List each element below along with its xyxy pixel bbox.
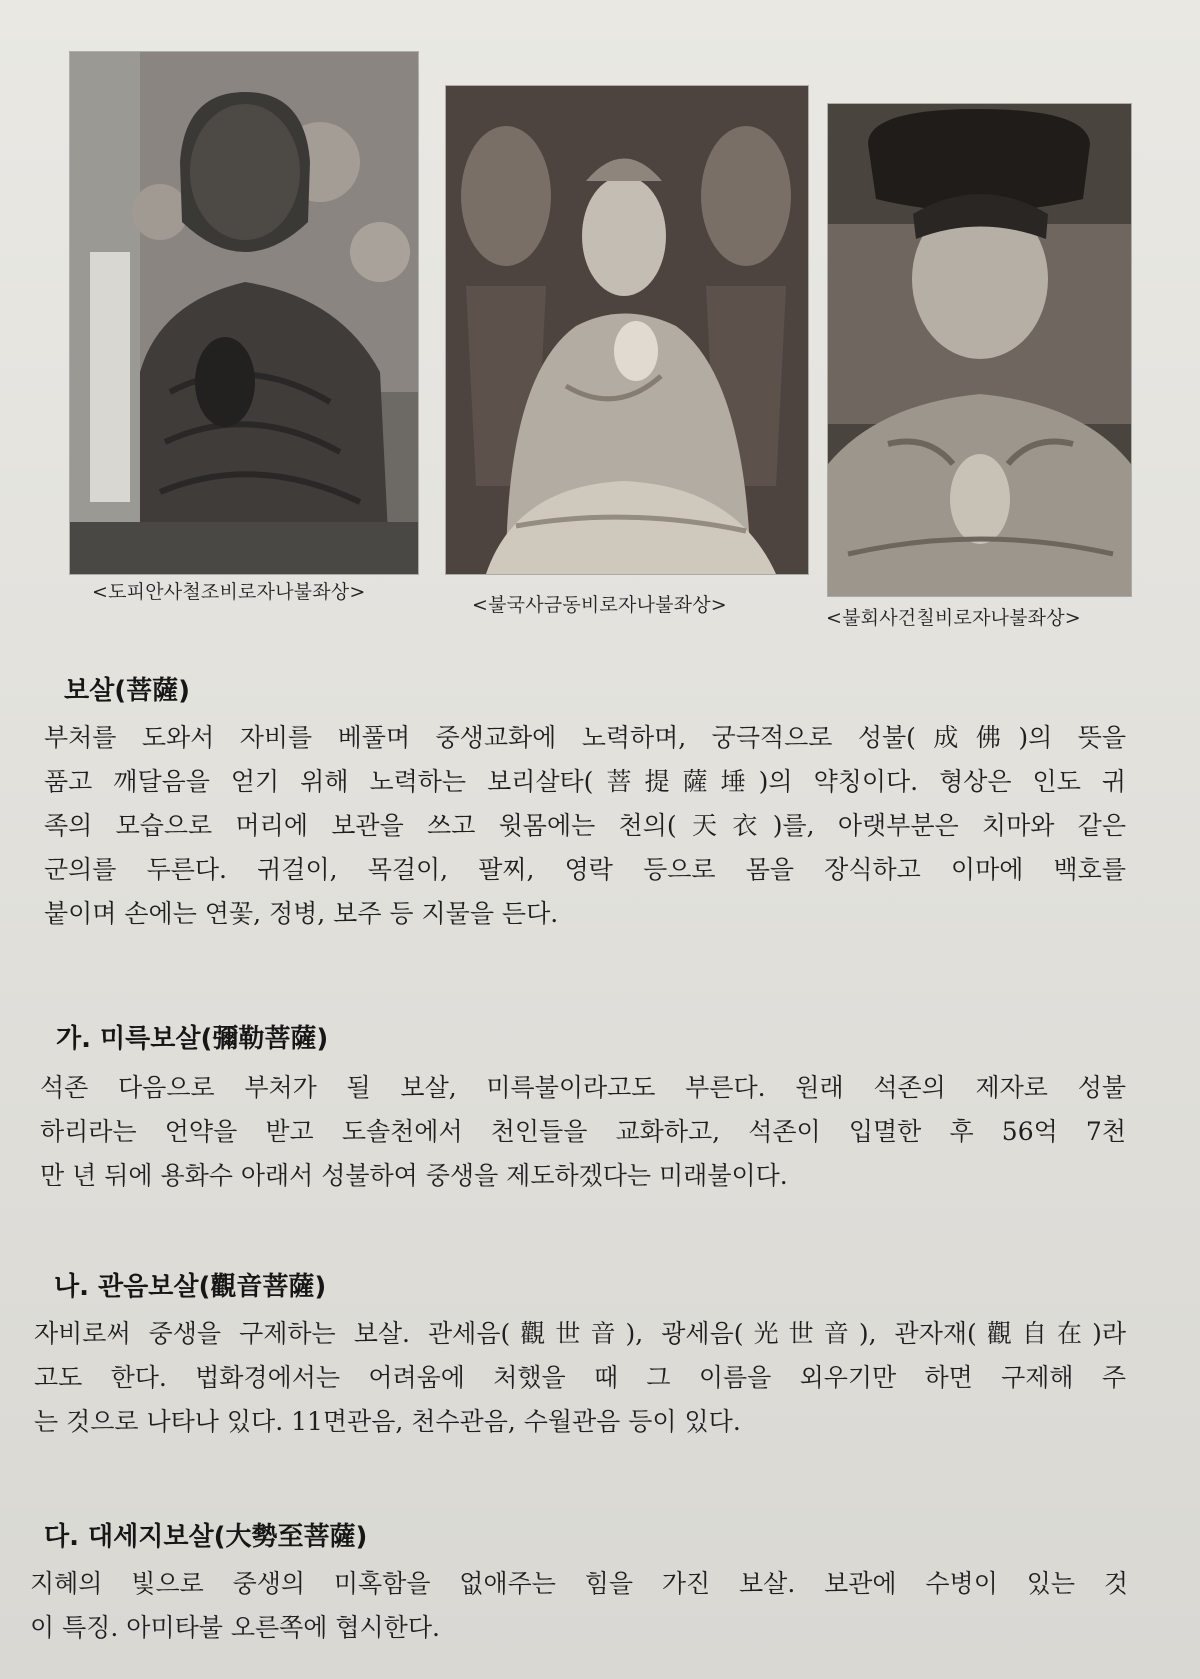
body-line: 품고 깨달음을 얻기 위해 노력하는 보리살타(菩提薩埵)의 약칭이다. 형상은 인도 귀 [44,767,1126,796]
body-line: 는 것으로 나타나 있다. 11면관음, 천수관음, 수월관음 등이 있다. [34,1407,741,1436]
figure-dopiansa-photo [70,52,418,574]
body-line: 이 특징. 아미타불 오른쪽에 협시한다. [30,1613,440,1642]
body-line: 석존 다음으로 부처가 될 보살, 미륵불이라고도 부른다. 원래 석존의 제자로 성불 [40,1073,1126,1102]
section-body-mahasthamaprapta [30,1562,1128,1650]
body-line: 자비로써 중생을 구제하는 보살. 관세음(觀世音), 광세음(光世音), 관자재(觀自在)라 [34,1319,1126,1348]
buddha-statue-photo [446,86,808,574]
figure-bulhoesa-photo [828,104,1131,596]
body-line: 붙이며 손에는 연꽃, 정병, 보주 등 지물을 든다. [44,899,559,928]
body-line: 고도 한다. 법화경에서는 어려움에 처했을 때 그 이름을 외우기만 하면 구제해 주 [34,1363,1126,1392]
section-body-maitreya [40,1066,1126,1198]
figure-bulguksa-photo [446,86,808,574]
buddha-statue-photo [828,104,1131,596]
body-line: 족의 모습으로 머리에 보관을 쓰고 윗몸에는 천의(天衣)를, 아랫부분은 치마와 같은 [44,811,1126,840]
figure-dopiansa-caption: <도피안사철조비로자나불좌상> [92,581,366,603]
section-heading-mahasthamaprapta: 다. 대세지보살(大勢至菩薩) [44,1522,368,1552]
body-line: 만 년 뒤에 용화수 아래서 성불하여 중생을 제도하겠다는 미래불이다. [40,1161,788,1190]
section-body-bosal [44,716,1126,936]
buddha-statue-photo [70,52,418,574]
figure-bulguksa-caption: <불국사금동비로자나불좌상> [472,594,727,616]
body-line: 지혜의 빛으로 중생의 미혹함을 없애주는 힘을 가진 보살. 보관에 수병이 있는 것 [30,1569,1128,1598]
section-body-avalokitesvara [34,1312,1126,1444]
section-heading-maitreya: 가. 미륵보살(彌勒菩薩) [56,1024,329,1054]
figure-bulhoesa-caption: <불회사건칠비로자나불좌상> [826,607,1081,629]
body-line: 부처를 도와서 자비를 베풀며 중생교화에 노력하며, 궁극적으로 성불(成佛)의 뜻을 [44,723,1126,752]
section-heading-bosal: 보살(菩薩) [64,676,190,706]
body-line: 군의를 두른다. 귀걸이, 목걸이, 팔찌, 영락 등으로 몸을 장식하고 이마에 백호를 [44,855,1126,884]
body-line: 하리라는 언약을 받고 도솔천에서 천인들을 교화하고, 석존이 입멸한 후 56억 7천 [40,1117,1126,1146]
section-heading-avalokitesvara: 나. 관음보살(觀音菩薩) [54,1272,327,1302]
